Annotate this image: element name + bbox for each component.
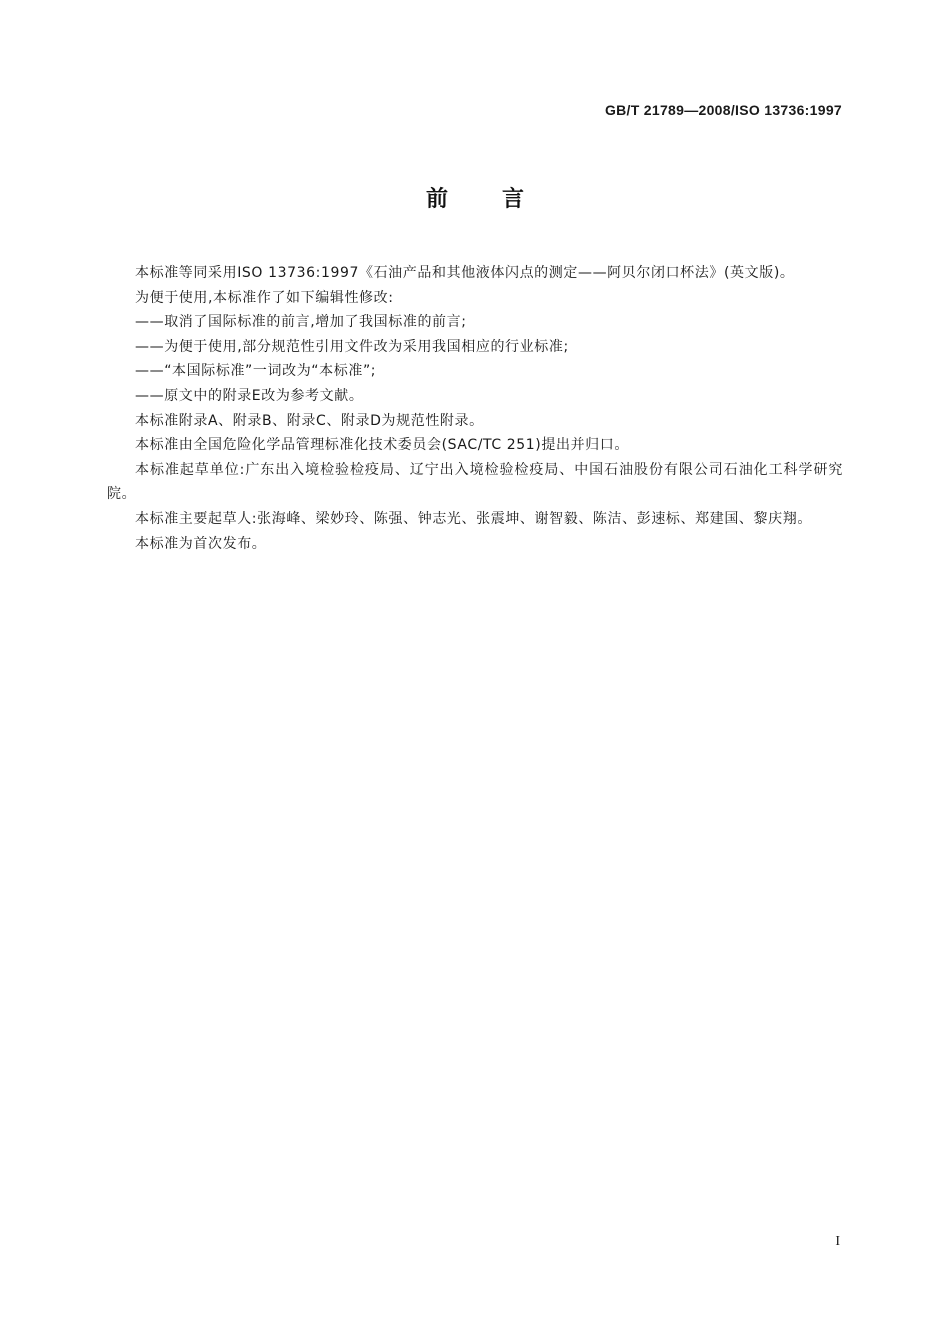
foreword-body: [107, 261, 843, 556]
paragraph-main-drafters: 本标准主要起草人:张海峰、梁妙玲、陈强、钟志光、张震坤、谢智毅、陈洁、彭速标、郑建国、黎庆翔。: [135, 510, 812, 527]
list-item-normative-references-change: ——为便于使用,部分规范性引用文件改为采用我国相应的行业标准;: [135, 338, 569, 355]
paragraph-first-release: 本标准为首次发布。: [135, 535, 267, 552]
paragraph-drafting-units: 本标准起草单位:广东出入境检验检疫局、辽宁出入境检验检疫局、中国石油股份有限公司石油化工科学研究院。: [107, 461, 843, 503]
page-number: I: [835, 1234, 840, 1249]
paragraph-proposing-committee: 本标准由全国危险化学品管理标准化技术委员会(SAC/TC 251)提出并归口。: [135, 437, 629, 454]
paragraph-editorial-changes-intro: 为便于使用,本标准作了如下编辑性修改:: [135, 289, 394, 306]
list-item-foreword-change: ——取消了国际标准的前言,增加了我国标准的前言;: [135, 314, 467, 331]
paragraph-normative-appendices: 本标准附录A、附录B、附录C、附录D为规范性附录。: [135, 412, 484, 429]
paragraph-adoption: 本标准等同采用ISO 13736:1997《石油产品和其他液体闪点的测定——阿贝尔闭口杯法》(英文版)。: [135, 265, 795, 281]
list-item-appendix-e-change: ——原文中的附录E改为参考文献。: [135, 387, 364, 404]
list-item-wording-change: ——“本国际标准”一词改为“本标准”;: [135, 363, 377, 380]
standard-code-header: GB/T 21789—2008/ISO 13736:1997: [604, 102, 842, 118]
page-title: 前言: [425, 187, 578, 212]
